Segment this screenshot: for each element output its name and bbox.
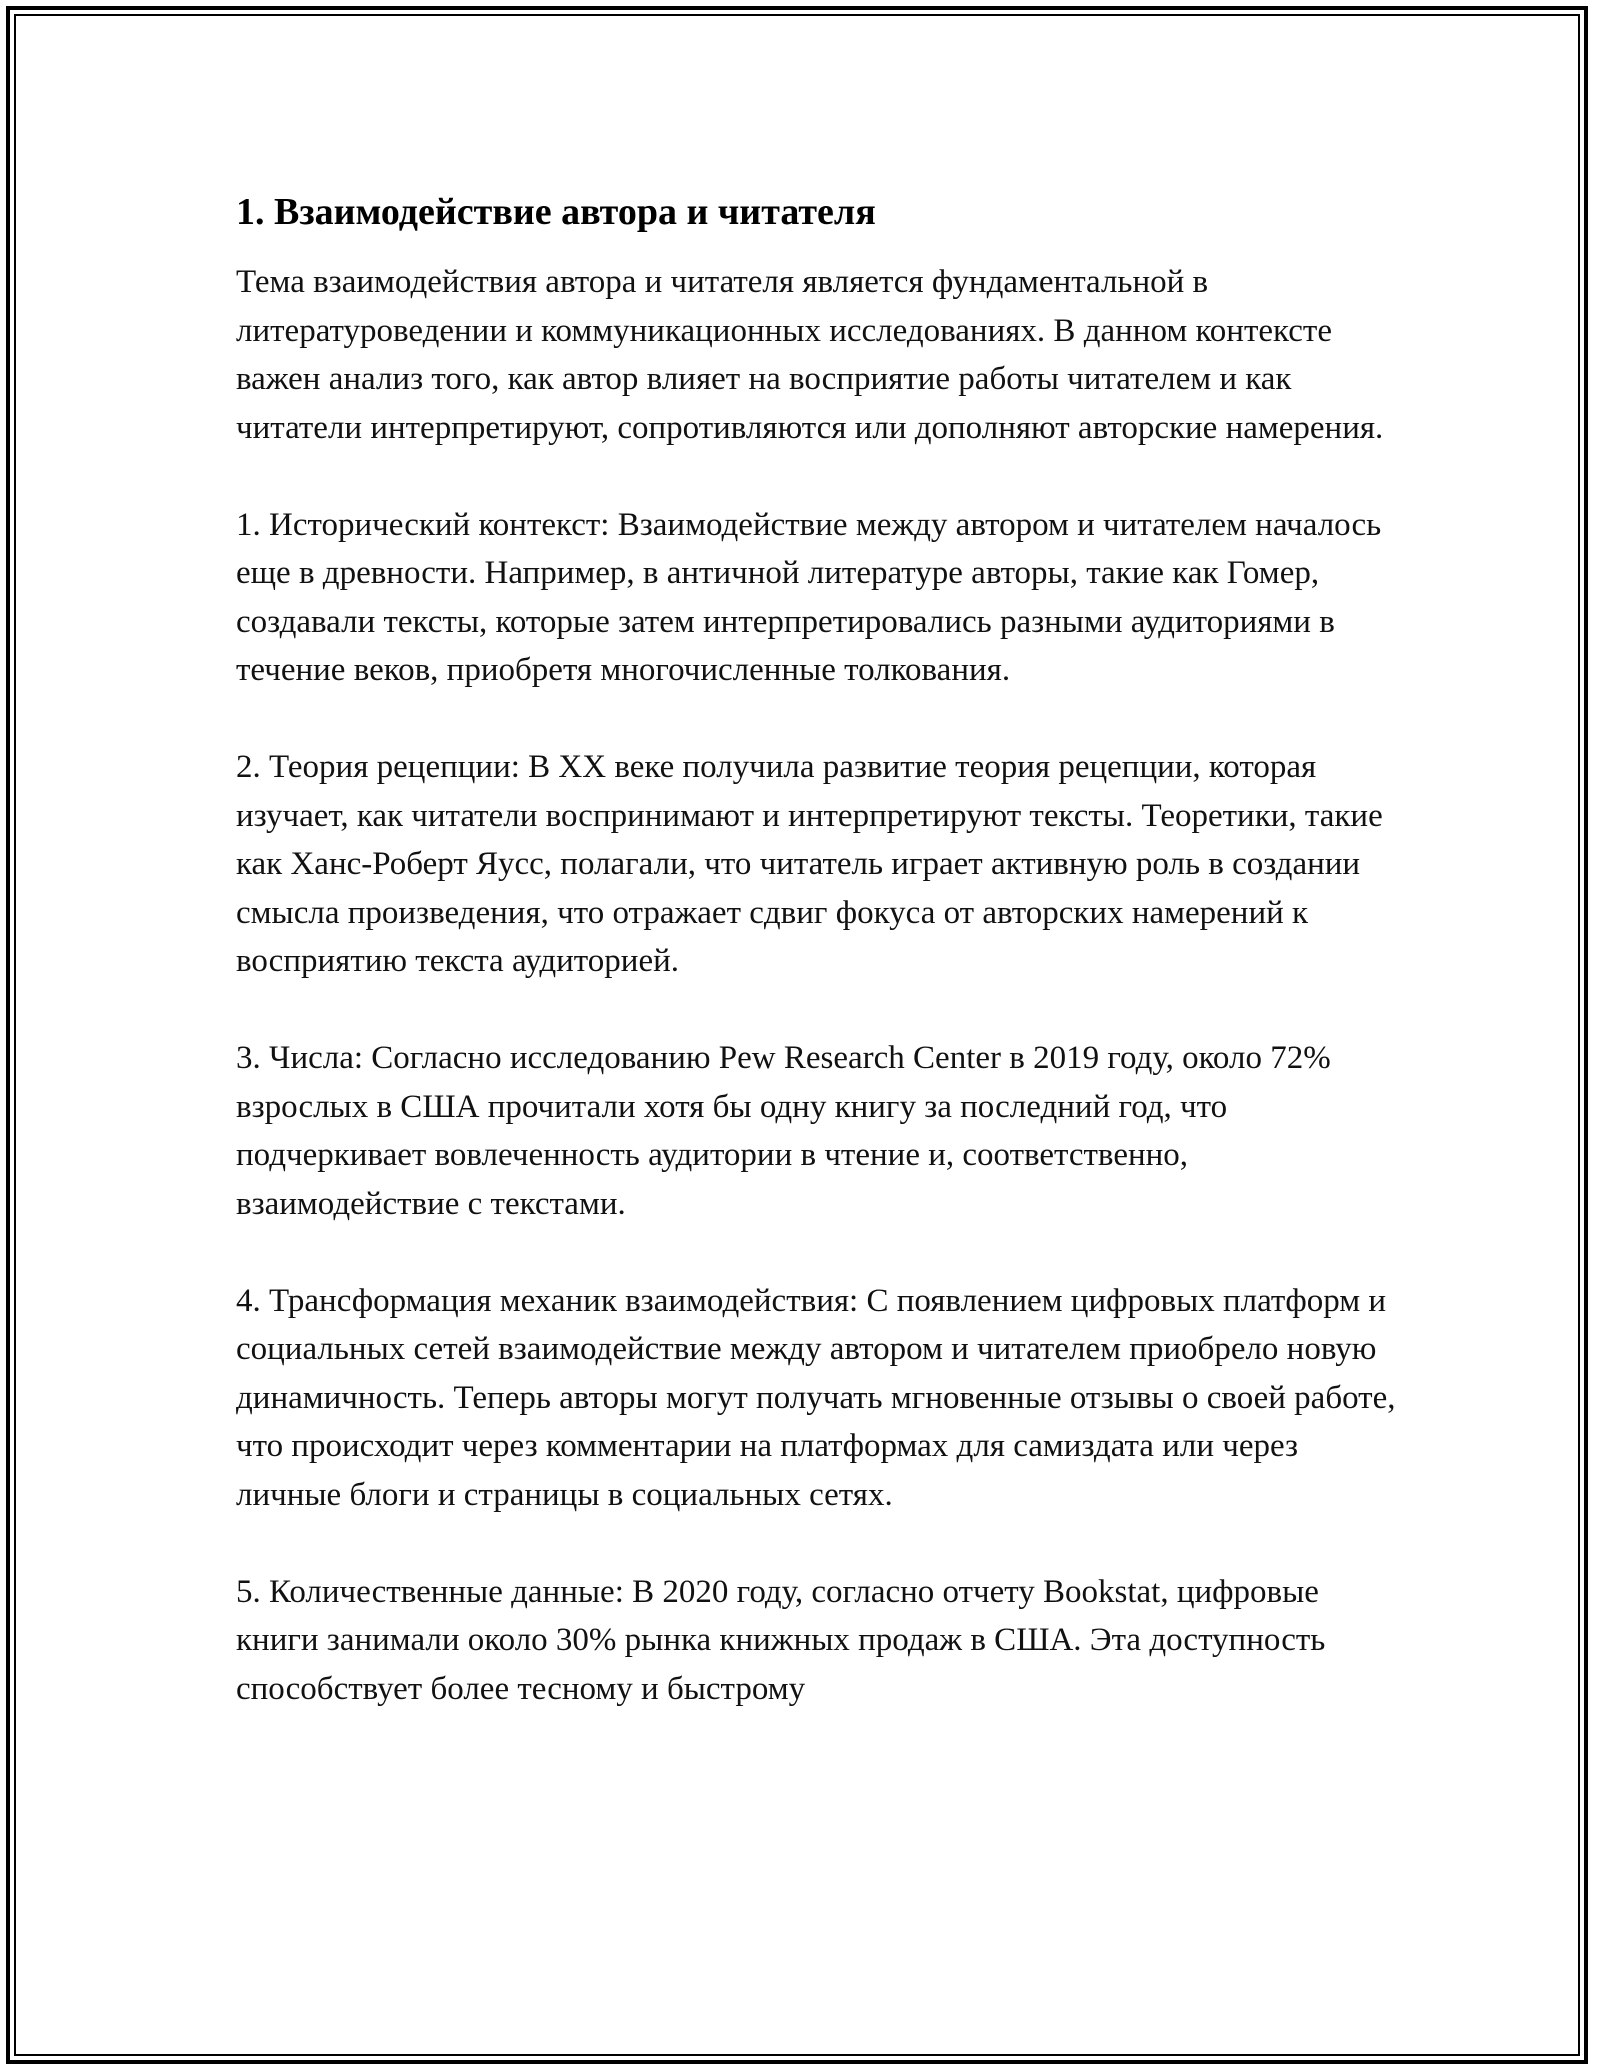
paragraph-reception-theory: 2. Теория рецепции: В XX веке получила развитие теория рецепции, которая изучает, как читатели воспринимают и интерпретируют тексты. Теоретики, такие как Ханс-Роберт Яусс, полагали, что читатель играет активную роль в создании смысла произведения, что отражает сдвиг фокуса от авторских намерений к восприятию текста аудиторией. — [236, 749, 1383, 979]
intro-paragraph: Тема взаимодействия автора и читателя является фундаментальной в литературоведении и коммуникационных исследованиях. В данном контексте важен анализ того, как автор влияет на восприятие работы читателем и как читатели интерпретируют, сопротивляются или дополняют авторские намерения. — [236, 264, 1384, 446]
paragraph-historical-context: 1. Исторический контекст: Взаимодействие между автором и читателем началось еще в древности. Например, в античной литературе авторы, такие как Гомер, создавали тексты, которые затем интерпретировались разными аудиториями в течение веков, приобретя многочисленные толкования. — [236, 506, 1382, 688]
paragraph-interaction-transformation: 4. Трансформация механик взаимодействия: С появлением цифровых платформ и социальных сетей взаимодействие между автором и читателем приобрело новую динамичность. Теперь авторы могут получать мгновенные отзывы о своей работе, что происходит через комментарии на платформах для самиздата или через личные блоги и страницы в социальных сетях. — [236, 1282, 1396, 1513]
paragraph-numbers: 3. Числа: Согласно исследованию Pew Research Center в 2019 году, около 72% взрослых в США прочитали хотя бы одну книгу за последний год, что подчеркивает вовлеченность аудитории в чтение и, соответственно, взаимодействие с текстами. — [236, 1040, 1331, 1222]
section-title: 1. Взаимодействие автора и читателя — [236, 191, 876, 233]
document-body — [236, 186, 1396, 1713]
paragraph-quantitative-data: 5. Количественные данные: В 2020 году, согласно отчету Bookstat, цифровые книги занимали около 30% рынка книжных продаж в США. Эта доступность способствует более тесному и быстрому — [236, 1573, 1326, 1707]
